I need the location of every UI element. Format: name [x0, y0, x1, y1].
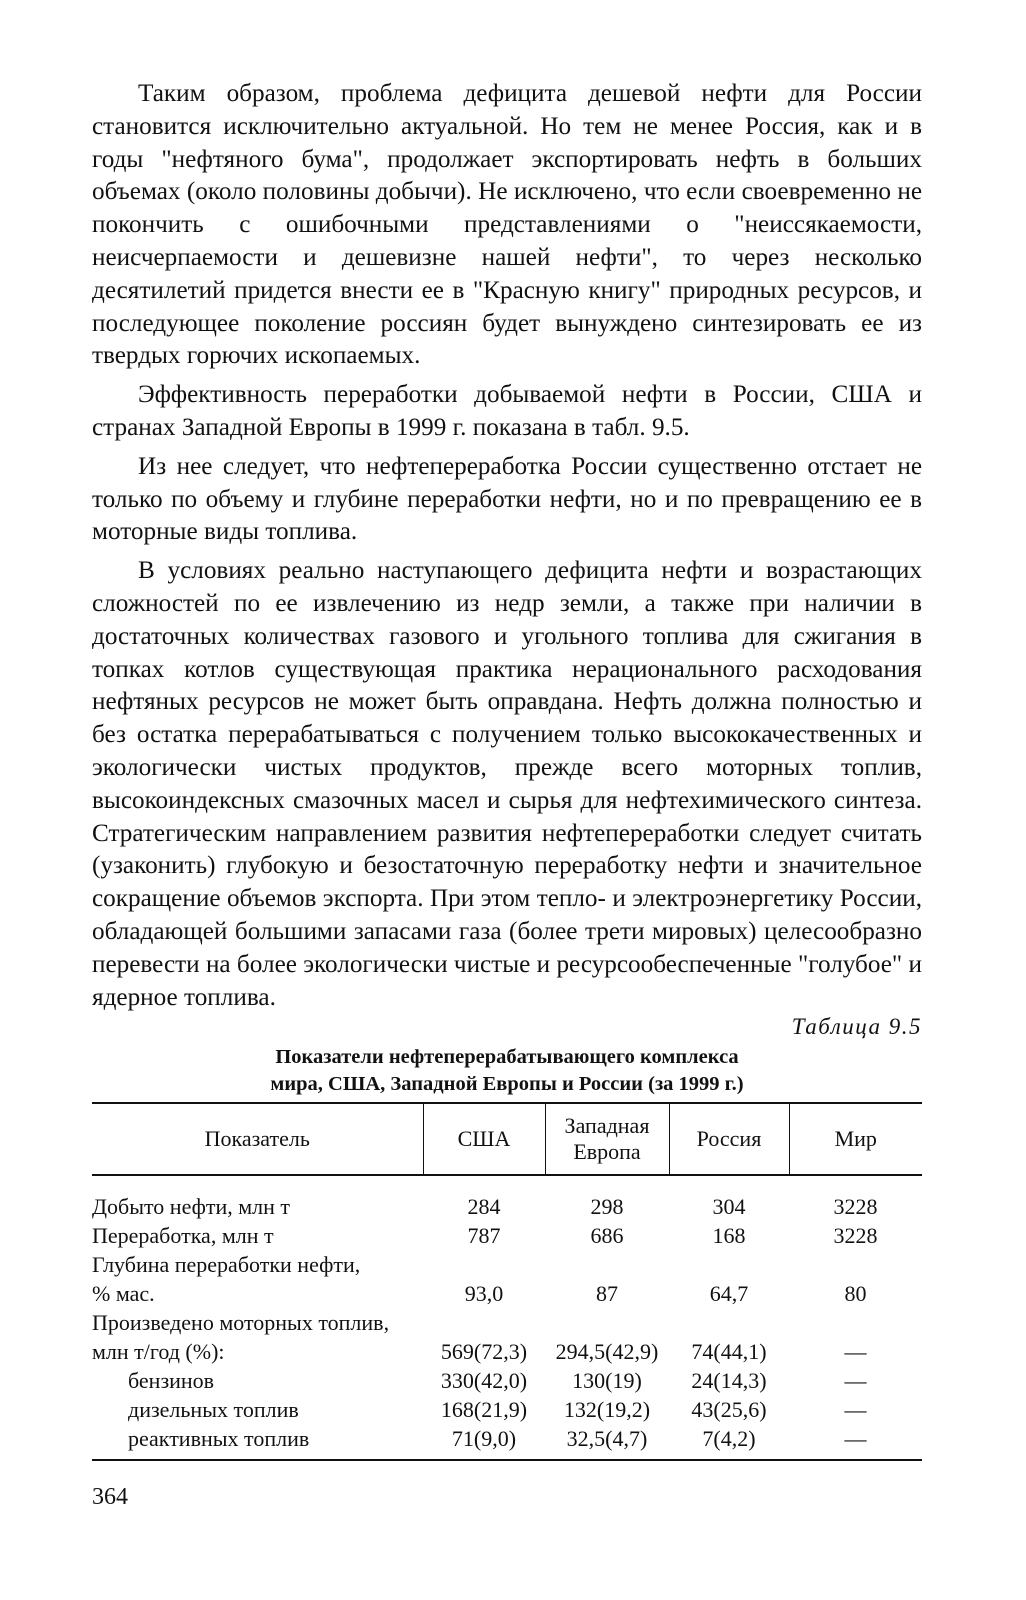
cell-usa [423, 1250, 545, 1279]
row-label: Добыто нефти, млн т [92, 1194, 291, 1219]
cell-world: 3228 [833, 1194, 878, 1219]
row-label: Произведено моторных топлив, [92, 1310, 390, 1335]
paragraph: Из нее следует, что нефтепереработка России существенно отстает не только по объему и глубине переработки нефти, но и по превращению ее в моторные виды топлива. [92, 452, 922, 546]
table-row [92, 1366, 922, 1395]
cell-western-europe: 87 [596, 1281, 618, 1306]
row-label: дизельных топлив [128, 1397, 299, 1422]
table-row [92, 1221, 922, 1250]
page-number: 364 [92, 1484, 128, 1510]
cell-western-europe: 132(19,2) [563, 1397, 651, 1422]
table-row [92, 1279, 922, 1308]
table-header-row [92, 1103, 922, 1175]
row-label: реактивных топлив [92, 1424, 423, 1460]
cell-russia: 24(14,3) [691, 1368, 767, 1393]
cell-world: — [789, 1424, 922, 1460]
cell-usa: 168(21,9) [440, 1397, 528, 1422]
table-row [92, 1175, 922, 1221]
data-table [92, 1102, 922, 1461]
cell-russia: 64,7 [709, 1281, 749, 1306]
table-number: Таблица 9.5 [791, 1014, 922, 1039]
cell-world: — [844, 1339, 867, 1364]
table-title-line-1: Показатели нефтеперерабатывающего комплекса [275, 1046, 739, 1068]
cell-usa: 284 [467, 1194, 501, 1219]
table-row [92, 1424, 922, 1460]
cell-western-europe: 294,5(42,9) [555, 1339, 659, 1364]
cell-usa: 787 [467, 1223, 501, 1248]
cell-russia: 43(25,6) [691, 1397, 767, 1422]
cell-world: 3228 [833, 1223, 878, 1248]
table-row [92, 1337, 922, 1366]
cell-world: — [844, 1397, 867, 1422]
header-russia: Россия [669, 1103, 789, 1175]
cell-russia: 304 [712, 1194, 746, 1219]
cell-world: — [844, 1368, 867, 1393]
table-title [92, 1044, 922, 1098]
paragraph: В условиях реально наступающего дефицита нефти и возрастающих сложностей по ее извлечению из недр земли, а также при наличии в достаточных количествах газового и угольного топлива для сжигания в топках котлов существующая практика нерационального расходования нефтяных ресурсов не может быть оправдана. Нефть должна полностью и без остатка перерабатываться с получением только высококачественных и экологически чистых продуктов, прежде всего моторных топлив, высокоиндексных смазочных масел и сырья для нефтехимического синтеза. Стратегическим направлением развития нефтепереработки следует считать (узаконить) глубокую и безостаточную переработку нефти и значительное сокращение объемов экспорта. При этом тепло- и электроэнергетику России, обладающей большими запасами газа (более трети мировых) целесообразно перевести на более экологически чистые и ресурсообеспеченные "голубое" и ядерное топлива. [92, 557, 922, 1011]
cell-russia: 74(44,1) [691, 1339, 767, 1364]
cell-western-europe: 130(19) [572, 1368, 642, 1393]
cell-usa: 330(42,0) [440, 1368, 528, 1393]
paragraph: Таким образом, проблема дефицита дешевой нефти для России становится исключительно актуальной. Но тем не менее Россия, как и в годы "нефтяного бума", продолжает экспортировать нефть в больших объемах (около половины добычи). Не исключено, что если своевременно не покончить с ошибочными представлениями о "неиссякаемости, неисчерпаемости и дешевизне нашей нефти", то через несколько десятилетий придется внести ее в "Красную книгу" природных ресурсов, и последующее поколение россиян будет вынуждено синтезировать ее из твердых горючих ископаемых. [92, 80, 922, 370]
paragraph: Эффективность переработки добываемой нефти в России, США и странах Западной Европы в 1999 г. показана в табл. 9.5. [92, 381, 922, 441]
cell-russia: 168 [712, 1223, 746, 1248]
cell-western-europe: 298 [590, 1194, 624, 1219]
cell-world: 80 [844, 1281, 867, 1306]
cell-russia: 7(4,2) [669, 1424, 789, 1460]
table-title-line-2: мира, США, Западной Европы и России (за 1999 г.) [270, 1073, 744, 1095]
row-label: млн т/год (%): [92, 1339, 225, 1364]
header-usa: США [423, 1103, 545, 1175]
row-label: Переработка, млн т [92, 1223, 274, 1248]
cell-western-europe: 686 [590, 1223, 624, 1248]
cell-russia [669, 1250, 789, 1279]
cell-russia [669, 1308, 789, 1337]
row-label: бензинов [128, 1368, 215, 1393]
cell-usa: 71(9,0) [423, 1424, 545, 1460]
table-row [92, 1308, 922, 1337]
cell-western-europe: 32,5(4,7) [545, 1424, 669, 1460]
cell-usa [423, 1308, 545, 1337]
cell-world [789, 1308, 922, 1337]
header-world: Мир [789, 1103, 922, 1175]
table-row [92, 1395, 922, 1424]
cell-world [789, 1250, 922, 1279]
header-western-europe: Западная Европа [545, 1103, 669, 1175]
cell-usa: 569(72,3) [440, 1339, 528, 1364]
row-label: % мас. [92, 1281, 155, 1306]
cell-western-europe [545, 1250, 669, 1279]
cell-usa: 93,0 [464, 1281, 504, 1306]
header-indicator: Показатель [92, 1103, 423, 1175]
row-label: Глубина переработки нефти, [92, 1252, 361, 1277]
table-body [92, 1175, 922, 1460]
table-row [92, 1250, 922, 1279]
body-text [92, 78, 922, 1014]
cell-western-europe [545, 1308, 669, 1337]
